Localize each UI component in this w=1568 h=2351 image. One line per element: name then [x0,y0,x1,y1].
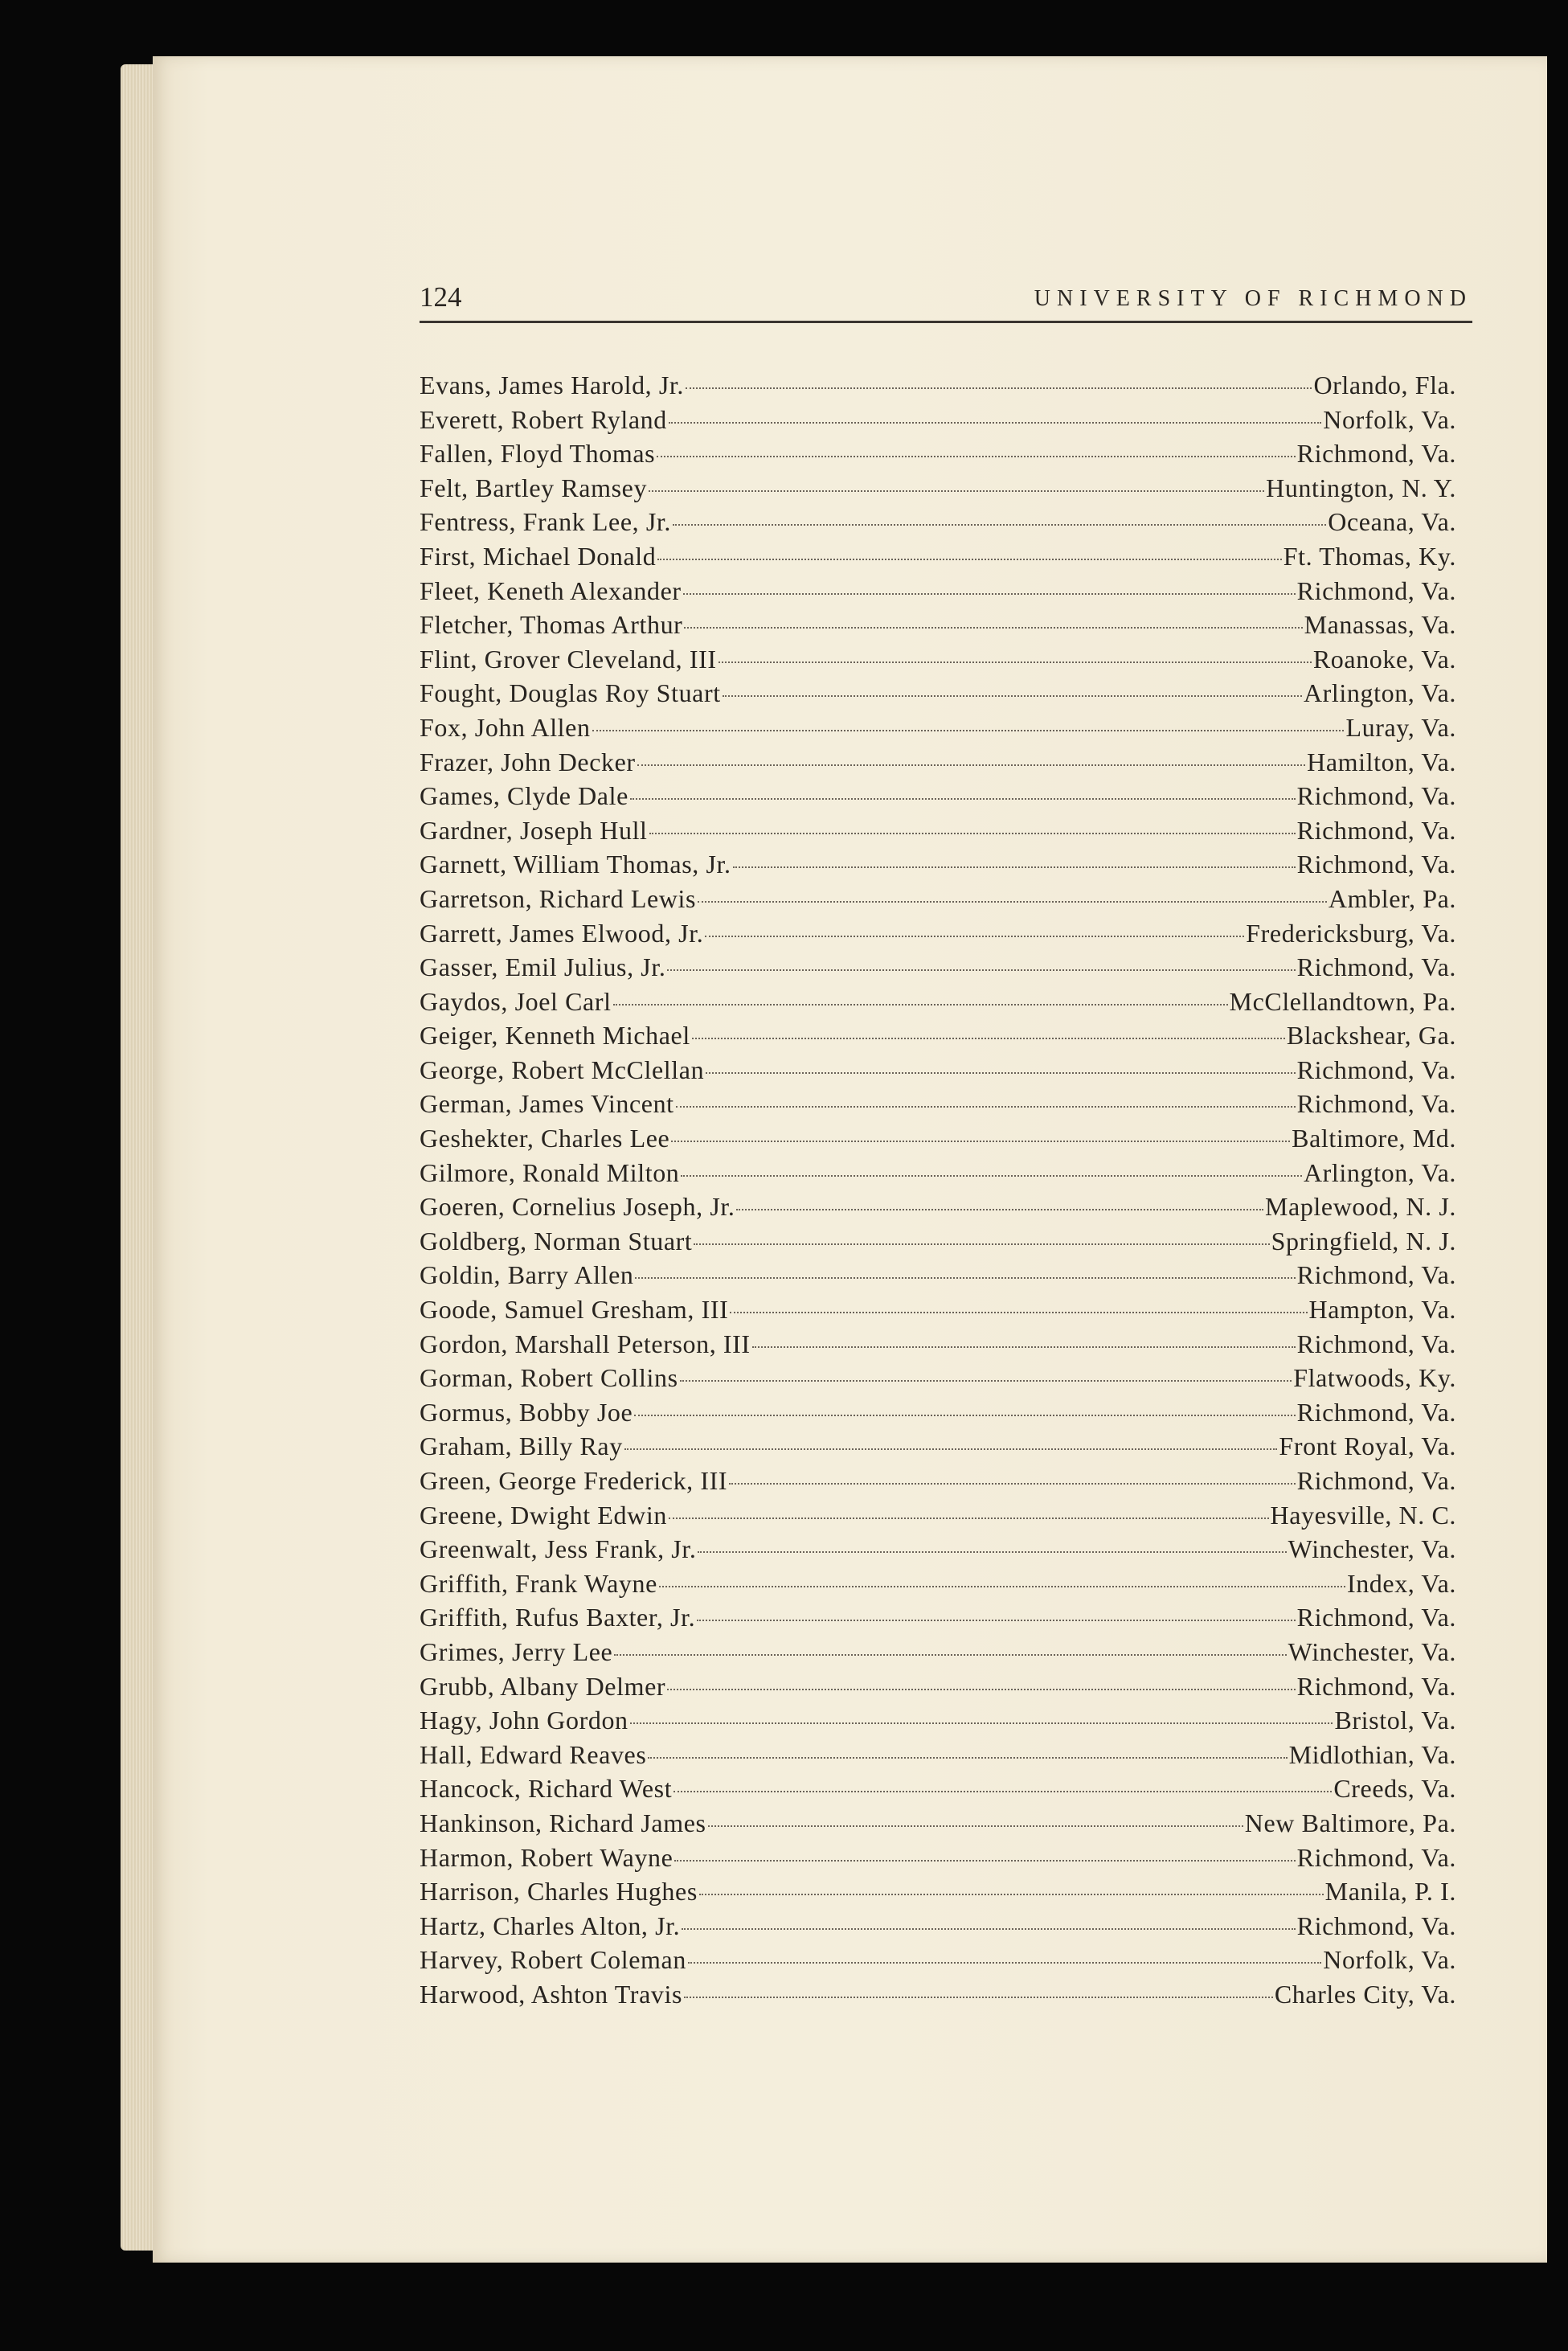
directory-entry [420,1327,1456,1362]
dot-leader [669,1518,1269,1519]
directory-entry [420,1841,1456,1875]
entry-name: Harrison, Charles Hughes [420,1877,698,1907]
entry-hometown: Front Royal, Va. [1279,1431,1456,1461]
entry-hometown: Richmond, Va. [1296,1603,1456,1632]
entry-hometown: Richmond, Va. [1296,1911,1456,1940]
dot-leader [733,866,1296,868]
dot-leader [649,490,1264,492]
directory-entry [420,676,1456,711]
entry-hometown: Maplewood, N. J. [1264,1192,1456,1222]
dot-leader [729,1483,1296,1485]
entry-name: Hagy, John Gordon [420,1706,628,1735]
directory-entry [420,368,1456,403]
entry-hometown: Hampton, Va. [1308,1295,1456,1325]
dot-leader [686,387,1312,389]
entry-name: Grubb, Albany Delmer [420,1671,666,1701]
directory-entry [420,813,1456,848]
entry-name: Garnett, William Thomas, Jr. [420,850,731,879]
entry-name: Harwood, Ashton Travis [420,1979,683,2009]
directory-entry [420,539,1456,574]
entry-name: Hancock, Richard West [420,1774,673,1804]
entry-name: Fleet, Keneth Alexander [420,575,682,605]
directory-entry [420,1874,1456,1909]
entry-name: Fox, John Allen [420,712,591,742]
entry-hometown: Flatwoods, Ky. [1293,1363,1456,1393]
directory-entry [420,1977,1456,2012]
directory-entry [420,1943,1456,1977]
entry-name: Fentress, Frank Lee, Jr. [420,507,672,537]
entry-hometown: Bristol, Va. [1334,1706,1456,1735]
dot-leader [635,1277,1295,1279]
dot-leader [659,1586,1345,1587]
directory-entry [420,1292,1456,1327]
dot-leader [613,1004,1228,1006]
entry-name: Evans, James Harold, Jr. [420,371,685,399]
dot-leader [706,1072,1296,1074]
entry-hometown: Ft. Thomas, Ky. [1283,541,1456,571]
entry-hometown: Hamilton, Va. [1307,747,1456,776]
entry-hometown: Winchester, Va. [1288,1534,1456,1564]
entry-hometown: Midlothian, Va. [1288,1739,1456,1769]
entry-hometown: Norfolk, Va. [1323,1945,1456,1975]
directory-entry [420,711,1456,745]
directory-entry [420,642,1456,677]
dot-leader [708,1825,1243,1827]
directory-entry [420,1395,1456,1430]
dot-leader [630,798,1296,800]
entry-name: Gordon, Marshall Peterson, III [420,1329,751,1358]
entry-hometown: Oceana, Va. [1328,507,1456,537]
directory-entry [420,1121,1456,1156]
dot-leader [680,1380,1292,1382]
dot-leader [752,1346,1296,1348]
dot-leader [730,1312,1307,1313]
directory-entry [420,985,1456,1019]
entry-name: First, Michael Donald [420,541,657,571]
entry-name: Goldberg, Norman Stuart [420,1226,693,1255]
dot-leader [718,661,1312,663]
entry-name: Graham, Billy Ray [420,1431,623,1461]
entry-hometown: Springfield, N. J. [1271,1226,1456,1255]
entry-hometown: Richmond, Va. [1296,439,1456,469]
entry-hometown: Arlington, Va. [1303,1157,1456,1187]
directory-entry [420,1806,1456,1841]
entry-name: Gorman, Robert Collins [420,1363,678,1393]
dot-leader [592,730,1345,731]
header-rule [420,321,1472,323]
entry-name: Fletcher, Thomas Arthur [420,610,683,640]
dot-leader [637,764,1305,766]
entry-name: Harmon, Robert Wayne [420,1842,673,1872]
dot-leader [698,1551,1286,1553]
entry-name: Geshekter, Charles Lee [420,1124,670,1153]
directory-entry [420,1771,1456,1806]
page-header [420,281,1472,323]
entry-hometown: Ambler, Pa. [1328,883,1456,913]
entry-name: Green, George Frederick, III [420,1466,728,1495]
entry-name: Gasser, Emil Julius, Jr. [420,952,666,982]
directory-entry [420,1361,1456,1395]
entry-hometown: Roanoke, Va. [1312,644,1456,674]
dot-leader [684,627,1302,629]
dot-leader [673,1791,1332,1792]
directory-entry [420,436,1456,471]
directory-entry [420,1703,1456,1738]
dot-leader [705,936,1244,937]
entry-hometown: Richmond, Va. [1296,1842,1456,1872]
dot-leader [684,1997,1273,1998]
entry-name: Grimes, Jerry Lee [420,1636,613,1666]
entry-hometown: Richmond, Va. [1296,850,1456,879]
entry-name: Goeren, Cornelius Joseph, Jr. [420,1192,735,1222]
directory-entry [420,1909,1456,1943]
dot-leader [669,422,1321,424]
entry-hometown: Richmond, Va. [1296,1055,1456,1084]
entry-name: Griffith, Rufus Baxter, Jr. [420,1603,696,1632]
entry-name: Everett, Robert Ryland [420,404,667,434]
entry-name: Garretson, Richard Lewis [420,883,697,913]
entry-name: Gardner, Joseph Hull [420,815,648,845]
dot-leader [648,1757,1287,1759]
directory-entry [420,471,1456,506]
dot-leader [667,969,1295,971]
directory-entry [420,1635,1456,1669]
dot-leader [683,593,1296,595]
entry-hometown: Creeds, Va. [1333,1774,1456,1804]
entry-name: Harvey, Robert Coleman [420,1945,686,1975]
entry-name: Hartz, Charles Alton, Jr. [420,1911,681,1940]
entry-hometown: Luray, Va. [1345,712,1456,742]
entry-name: Goode, Samuel Gresham, III [420,1295,729,1325]
directory-entry [420,950,1456,985]
running-head: UNIVERSITY OF RICHMOND [1034,286,1472,311]
entry-name: Frazer, John Decker [420,747,636,776]
dot-leader [698,901,1327,903]
entry-hometown: Richmond, Va. [1296,1260,1456,1290]
dot-leader [688,1962,1321,1964]
dot-leader [649,833,1296,834]
entry-hometown: Huntington, N. Y. [1266,473,1456,502]
dot-leader [699,1894,1324,1895]
entry-hometown: Richmond, Va. [1296,1671,1456,1701]
dot-leader [692,1038,1285,1039]
entry-hometown: Baltimore, Md. [1292,1124,1456,1153]
dot-leader [657,559,1281,560]
entry-hometown: Richmond, Va. [1296,781,1456,811]
entry-name: Fallen, Floyd Thomas [420,439,656,469]
directory-entry [420,1156,1456,1190]
dot-leader [723,695,1302,697]
dot-leader [681,1175,1302,1177]
entry-name: Griffith, Frank Wayne [420,1568,657,1598]
entry-hometown: Richmond, Va. [1296,1466,1456,1495]
directory-entry [420,1600,1456,1635]
entry-hometown: Arlington, Va. [1303,678,1456,708]
dot-leader [697,1620,1295,1621]
entry-name: Hall, Edward Reaves [420,1739,647,1769]
entry-name: George, Robert McClellan [420,1055,705,1084]
entry-name: Geiger, Kenneth Michael [420,1021,690,1051]
entry-name: Garrett, James Elwood, Jr. [420,918,704,948]
directory-entry [420,1532,1456,1567]
directory-list [420,368,1456,2012]
directory-entry [420,1053,1456,1087]
directory-entry [420,882,1456,916]
dot-leader [673,524,1326,526]
directory-entry [420,779,1456,813]
directory-entry [420,1190,1456,1224]
entry-name: Games, Clyde Dale [420,781,628,811]
entry-hometown: Manila, P. I. [1324,1877,1456,1907]
entry-hometown: Richmond, Va. [1296,575,1456,605]
dot-leader [614,1654,1286,1656]
entry-name: Gormus, Bobby Joe [420,1397,633,1427]
entry-hometown: Winchester, Va. [1288,1636,1456,1666]
entry-hometown: Richmond, Va. [1296,1397,1456,1427]
entry-name: Hankinson, Richard James [420,1808,706,1837]
dot-leader [634,1415,1295,1416]
entry-name: Felt, Bartley Ramsey [420,473,648,502]
dot-leader [667,1689,1296,1690]
directory-entry [420,403,1456,437]
entry-name: German, James Vincent [420,1089,674,1119]
entry-hometown: Orlando, Fla. [1313,371,1456,399]
entry-hometown: Manassas, Va. [1304,610,1456,640]
directory-entry [420,847,1456,882]
dot-leader [676,1106,1296,1108]
entry-hometown: Blackshear, Ga. [1286,1021,1456,1051]
entry-name: Greene, Dwight Edwin [420,1500,667,1530]
entry-name: Gaydos, Joel Carl [420,986,612,1016]
dot-leader [624,1448,1278,1450]
entry-hometown: Richmond, Va. [1296,1089,1456,1119]
entry-hometown: Richmond, Va. [1296,1329,1456,1358]
directory-entry [420,1464,1456,1498]
entry-name: Flint, Grover Cleveland, III [420,644,717,674]
directory-entry [420,1224,1456,1259]
entry-hometown: Hayesville, N. C. [1270,1500,1456,1530]
dot-leader [671,1141,1290,1142]
dot-leader [694,1243,1269,1245]
directory-entry [420,916,1456,951]
entry-hometown: Norfolk, Va. [1323,404,1456,434]
directory-entry [420,1018,1456,1053]
dot-leader [630,1722,1333,1724]
dot-leader [657,456,1295,457]
directory-entry [420,1087,1456,1121]
page-number: 124 [420,281,462,313]
entry-name: Fought, Douglas Roy Stuart [420,678,721,708]
entry-hometown: Charles City, Va. [1274,1979,1456,2009]
dot-leader [682,1928,1295,1930]
entry-hometown: Richmond, Va. [1296,815,1456,845]
entry-hometown: Richmond, Va. [1296,952,1456,982]
directory-entry [420,505,1456,539]
dot-leader [674,1860,1295,1862]
directory-entry [420,1567,1456,1601]
directory-entry [420,574,1456,608]
entry-hometown: New Baltimore, Pa. [1244,1808,1456,1837]
directory-entry [420,1498,1456,1533]
entry-hometown: Index, Va. [1346,1568,1456,1598]
directory-entry [420,608,1456,642]
entry-hometown: McClellandtown, Pa. [1229,986,1456,1016]
directory-entry [420,1258,1456,1292]
directory-entry [420,745,1456,780]
entry-name: Goldin, Barry Allen [420,1260,634,1290]
entry-name: Gilmore, Ronald Milton [420,1157,680,1187]
entry-hometown: Fredericksburg, Va. [1246,918,1456,948]
directory-entry [420,1738,1456,1772]
directory-entry [420,1669,1456,1704]
entry-name: Greenwalt, Jess Frank, Jr. [420,1534,697,1564]
dot-leader [736,1209,1263,1210]
directory-entry [420,1429,1456,1464]
